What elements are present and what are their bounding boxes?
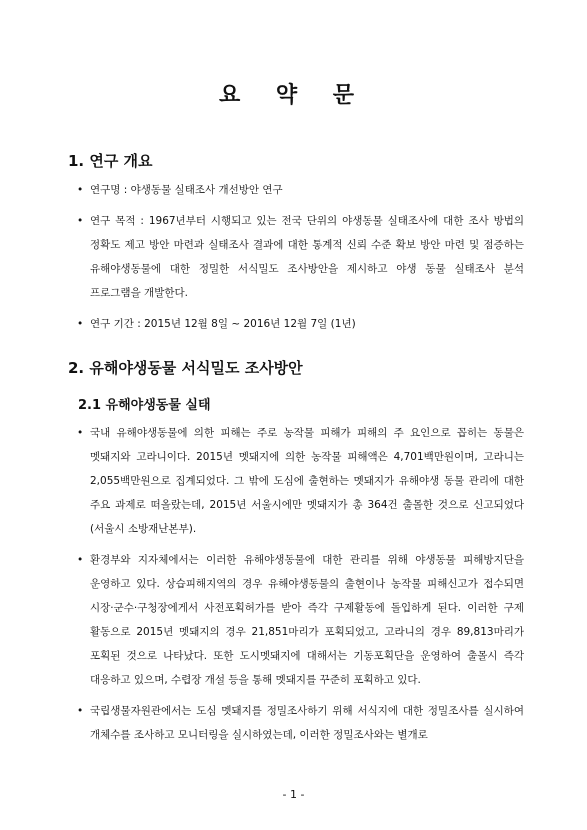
section-2-heading: 2. 유해야생동물 서식밀도 조사방안	[68, 359, 303, 377]
list-item-text: 연구명 : 야생동물 실태조사 개선방안 연구	[90, 184, 283, 196]
list-item-text: 환경부와 지자체에서는 이러한 유해야생동물에 대한 관리를 위해 야생동물 피해방지단을 운영하고 있다. 상습피해지역의 경우 유해야생동물의 출현이나 농작물 피해신고가 접수되면 시장·군수·구청장에게서 사전포획허가를 받아 즉각 구제활동에 돌입하게 된다. 이러한 구제 활동으로 2015년 멧돼지의 경우 21,851마리가 포획되었고, 고라니의 경우 89,813마리가 포획된 것으로 나타났다. 또한 도시멧돼지에 대해서는 기동포획단을 운영하여 출몰시 즉각 대응하고 있으며, 수렵장 개설 등을 통해 멧돼지를 꾸준히 포획하고 있다.	[90, 554, 524, 686]
section-2-list	[72, 421, 524, 747]
page-number: - 1 -	[282, 788, 305, 801]
list-item-text: 연구 기간 : 2015년 12월 8일 ~ 2016년 12월 7일 (1년)	[90, 318, 356, 330]
section-2-1-subheading: 2.1 유해야생동물 실태	[78, 398, 211, 413]
list-item-text: 국립생물자원관에서는 도심 멧돼지를 정밀조사하기 위해 서식지에 대한 정밀조사를 실시하여 개체수를 조사하고 모니터링을 실시하였는데, 이러한 정밀조사와는 별개로	[90, 705, 524, 741]
list-item	[72, 421, 524, 541]
section-1-heading: 1. 연구 개요	[68, 152, 153, 170]
list-item	[72, 312, 524, 336]
list-item	[72, 699, 524, 747]
list-item-text: 연구 목적 : 1967년부터 시행되고 있는 전국 단위의 야생동물 실태조사에 대한 조사 방법의 정확도 제고 방안 마련과 실태조사 결과에 대한 통계적 신뢰 수준 확보 방안 마련 및 점증하는 유해야생동물에 대한 정밀한 서식밀도 조사방안을 제시하고 야생 동물 실태조사 분석 프로그램을 개발한다.	[90, 215, 524, 299]
list-item-text: 국내 유해야생동물에 의한 피해는 주로 농작물 피해가 피해의 주 요인으로 꼽히는 동물은 멧돼지와 고라니이다. 2015년 멧돼지에 의한 농작물 피해액은 4,701백만원이며, 고라니는 2,055백만원으로 집계되었다. 그 밖에 도심에 출현하는 멧돼지가 유해야생 동물 관리에 대한 주요 과제로 떠올랐는데, 2015년 서울시에만 멧돼지가 총 364건 출몰한 것으로 신고되었다(서울시 소방재난본부).	[90, 427, 524, 535]
list-item	[72, 178, 524, 202]
list-item	[72, 209, 524, 305]
document-title: 요 약 문	[218, 83, 369, 108]
list-item	[72, 548, 524, 692]
section-1-list	[72, 178, 524, 336]
